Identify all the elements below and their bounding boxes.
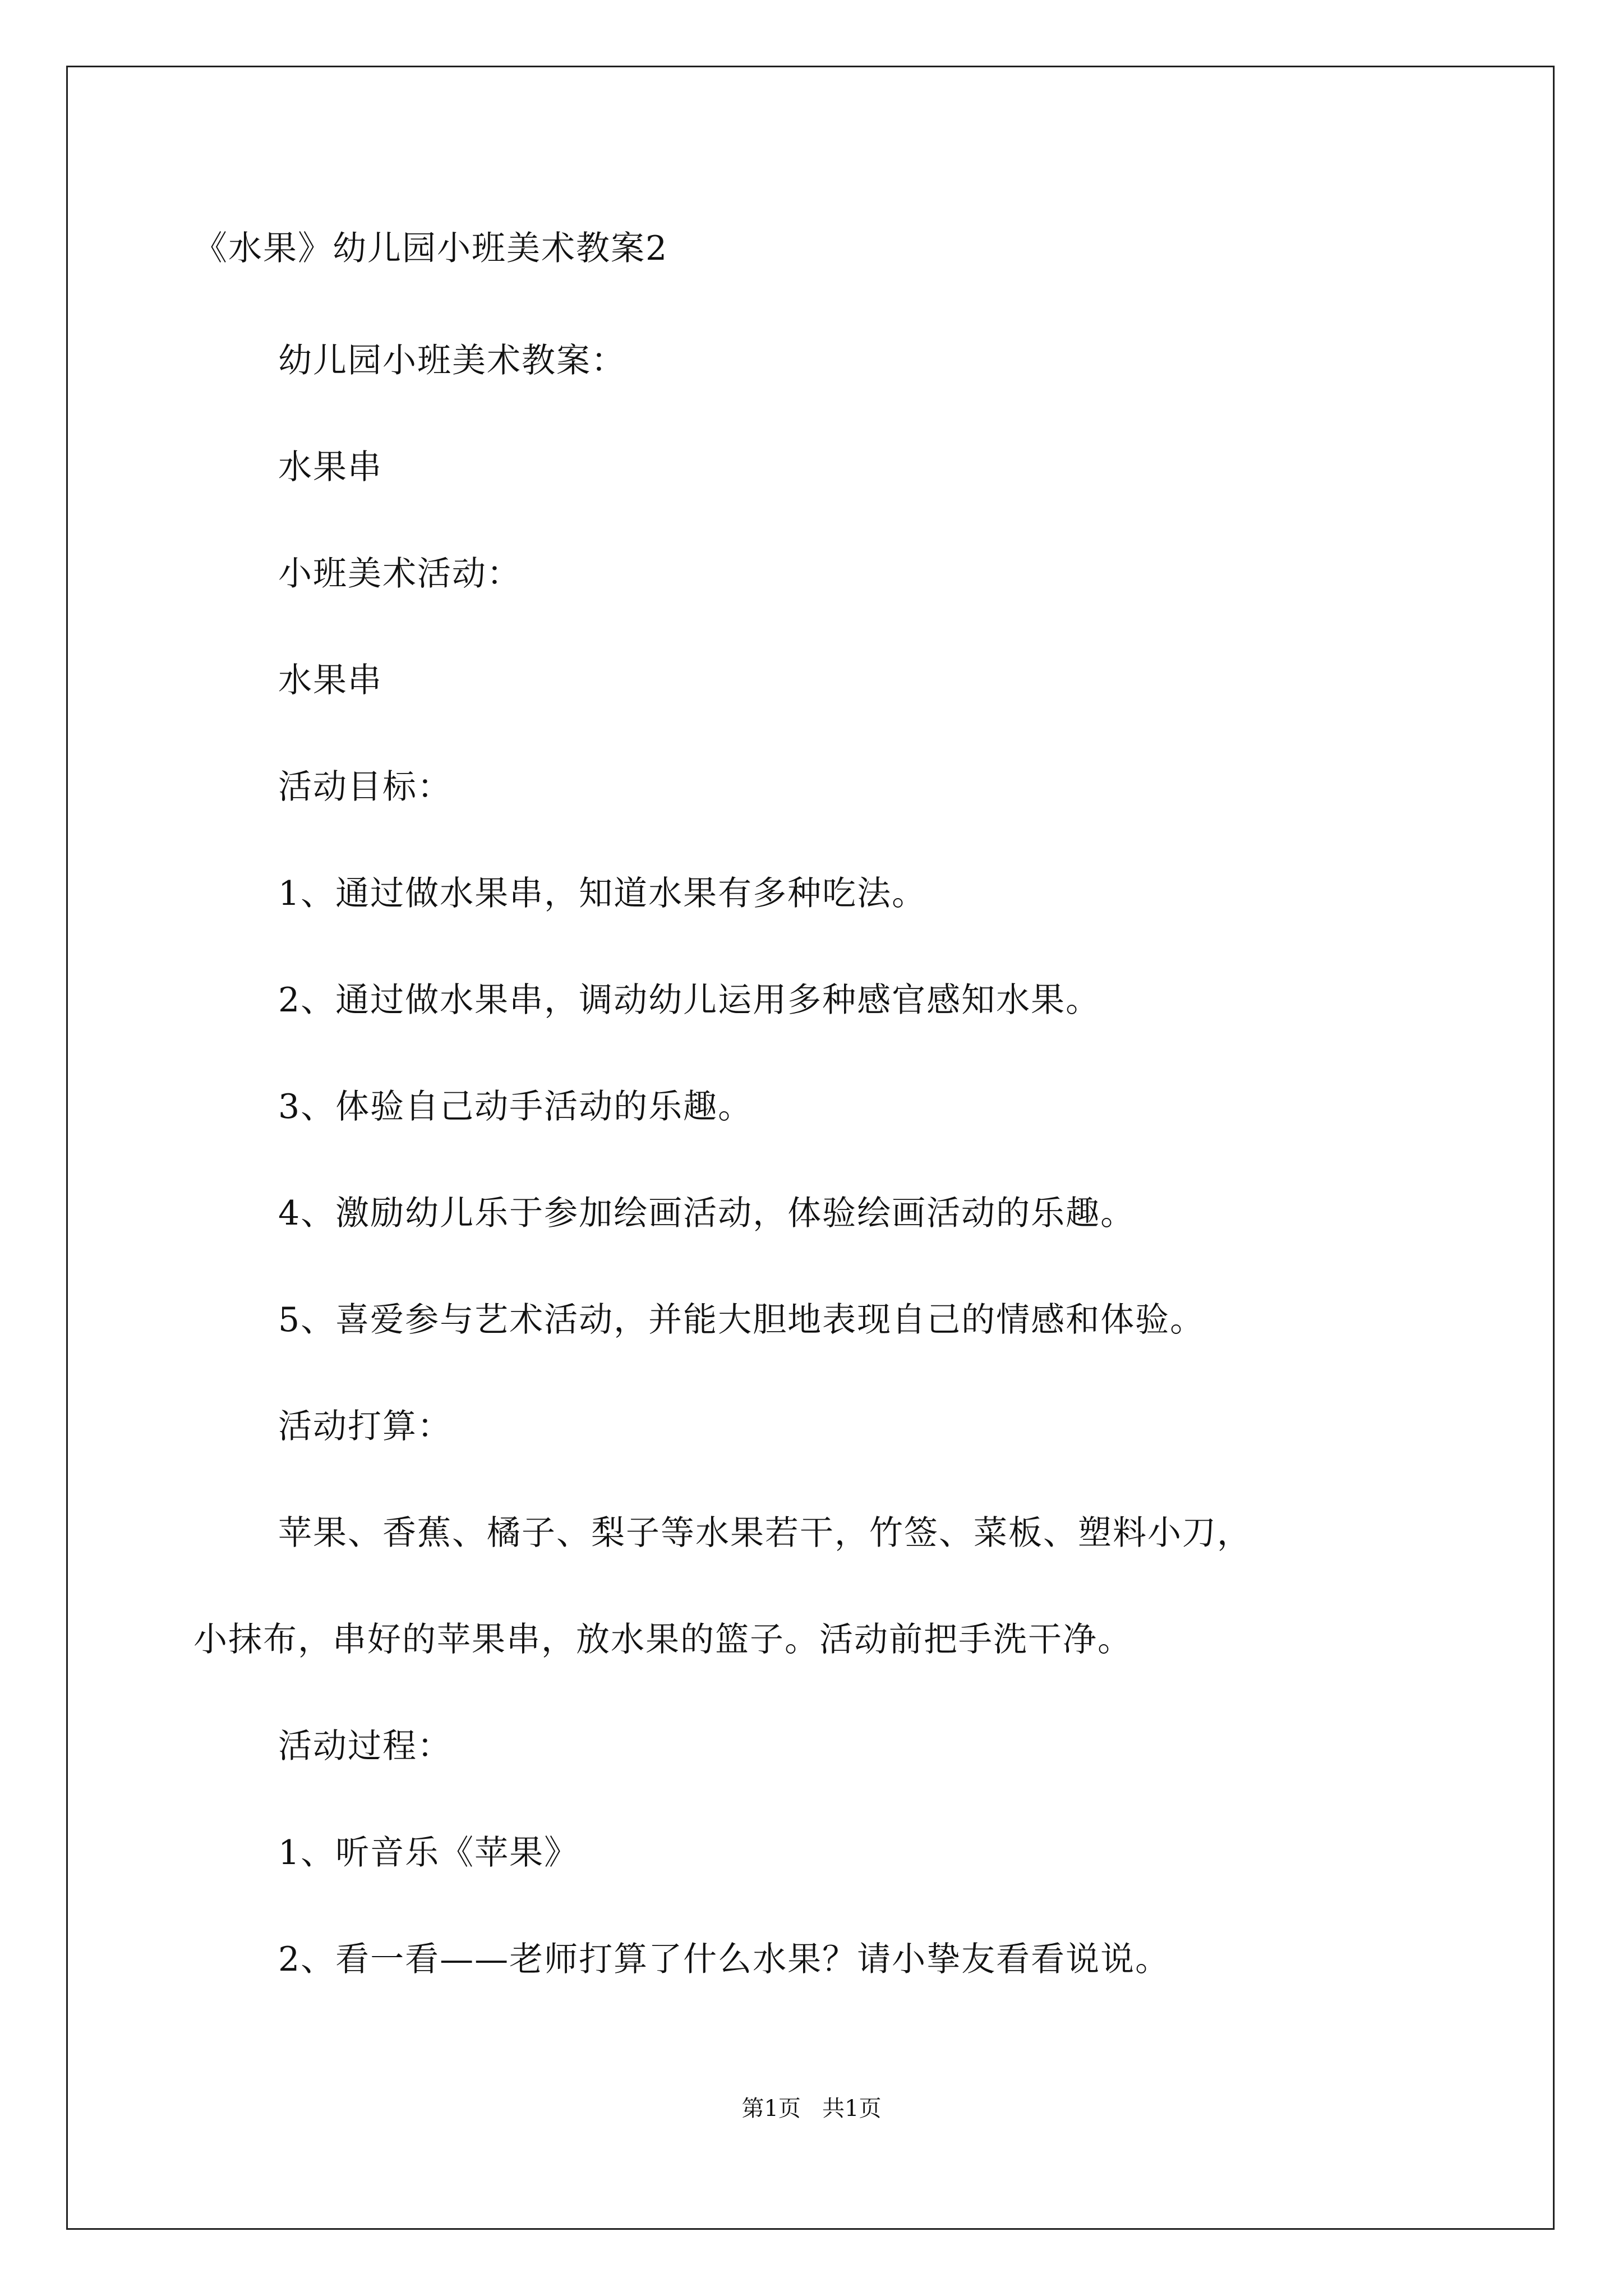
page-number-footer: 第1页 共1页 [741,2096,882,2122]
paragraph: 4、激励幼儿乐于参加绘画活动，体验绘画活动的乐趣。 [278,1194,1136,1233]
paragraph: 5、喜爱参与艺术活动，并能大胆地表现自己的情感和体验。 [278,1300,1205,1340]
paragraph: 1、通过做水果串，知道水果有多种吃法。 [278,874,927,913]
paragraph: 苹果、香蕉、橘子、梨子等水果若干，竹签、菜板、塑料小刀， [278,1513,1252,1553]
paragraph-continuation: 小抹布，串好的苹果串，放水果的篮子。活动前把手洗干净。 [193,1620,1132,1659]
paragraph: 2、通过做水果串，调动幼儿运用多种感官感知水果。 [278,981,1101,1020]
page-border [66,66,1555,2230]
paragraph: 水果串 [278,448,382,487]
document-title: 《水果》幼儿园小班美术教案2 [193,229,668,268]
paragraph: 水果串 [278,661,382,700]
paragraph: 活动过程： [278,1727,452,1766]
paragraph: 小班美术活动： [278,554,522,593]
paragraph: 1、听音乐《苹果》 [278,1833,579,1872]
paragraph: 3、体验自己动手活动的乐趣。 [278,1087,753,1126]
paragraph: 2、看一看——老师打算了什么水果？请小挚友看看说说。 [278,1940,1170,1979]
paragraph: 活动打算： [278,1407,452,1446]
paragraph: 幼儿园小班美术教案： [278,341,626,380]
paragraph: 活动目标： [278,767,452,807]
